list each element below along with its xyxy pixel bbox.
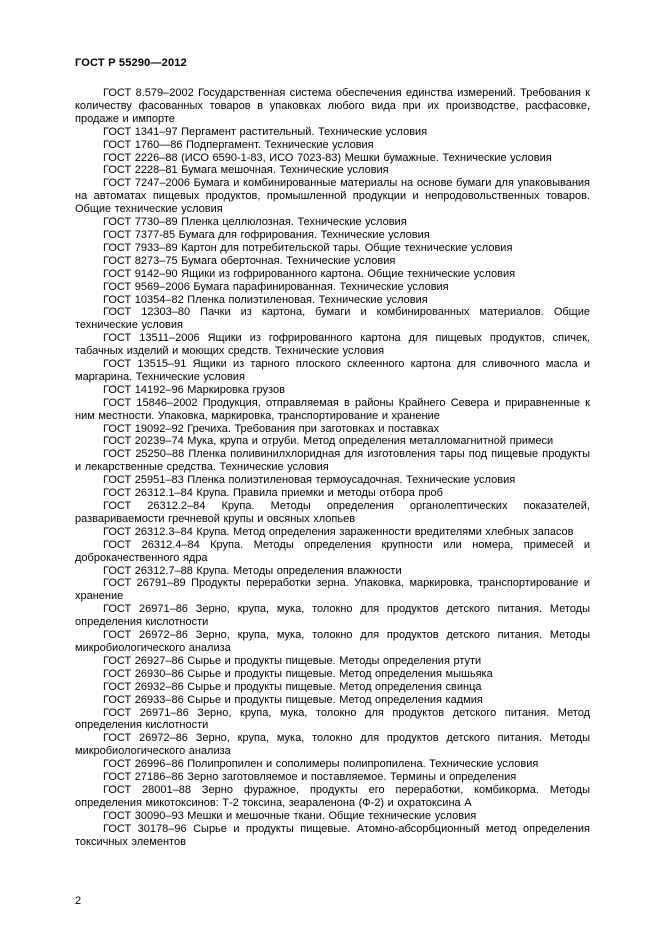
reference-paragraph: ГОСТ 7933–89 Картон для потребительской тары. Общие технические условия (103, 241, 513, 254)
reference-paragraph: ГОСТ 26312.4–84 Крупа. Методы определения крупности или номера, примесей и доброкачественного ядра (75, 538, 590, 564)
reference-paragraph: ГОСТ 13515–91 Ящики из тарного плоского склеенного картона для сливочного масла и маргарина. Технические условия (75, 358, 590, 383)
document-designation-header: ГОСТ Р 55290—2012 (75, 57, 187, 69)
reference-paragraph: ГОСТ 27186–86 Зерно заготовляемое и поставляемое. Термины и определения (103, 771, 517, 784)
reference-paragraph: ГОСТ 7247–2006 Бумага и комбинированные материалы на основе бумаги для упаковывания на автоматах пищевых продуктов, промышленной продукции и непродовольственных товаров. Общие технические условия (75, 177, 590, 216)
reference-paragraph: ГОСТ 9142–90 Ящики из гофрированного картона. Общие технические условия (103, 267, 516, 280)
reference-paragraph: ГОСТ 12303–80 Пачки из картона, бумаги и комбинированных материалов. Общие технические условия (75, 306, 590, 332)
reference-paragraph: ГОСТ 26972–86 Зерно, крупа, мука, толокно для продуктов детского питания. Методы микробиологического анализа (75, 629, 590, 654)
reference-paragraph: ГОСТ 26927–86 Сырье и продукты пищевые. Методы определения ртути (103, 654, 482, 667)
reference-paragraph: ГОСТ 14192–96 Маркировка грузов (103, 383, 285, 396)
reference-paragraph: ГОСТ 9569–2006 Бумага парафинированная. Технические условия (103, 280, 449, 293)
reference-paragraph: ГОСТ 2228–81 Бумага мешочная. Технические условия (103, 164, 389, 177)
reference-paragraph: ГОСТ 26933–86 Сырье и продукты пищевые. Метод определения кадмия (103, 693, 483, 706)
reference-paragraph: ГОСТ 30178–96 Сырье и продукты пищевые. Атомно-абсорбционный метод определения токсичных элементов (75, 822, 590, 848)
reference-paragraph: ГОСТ 19092–92 Гречиха. Требования при заготовках и поставках (103, 422, 440, 435)
reference-paragraph: ГОСТ 10354–82 Пленка полиэтиленовая. Технические условия (103, 293, 428, 306)
reference-paragraph: ГОСТ 26312.2–84 Крупа. Методы определения органолептических показателей, развариваемости гречневой крупы и овсяных хлопьев (75, 500, 590, 525)
reference-paragraph: ГОСТ 1341–97 Пергамент растительный. Технические условия (103, 125, 428, 138)
reference-paragraph: ГОСТ 25250–88 Пленка поливинилхлоридная для изготовления тары под пищевые продукты и лекарственные средства. Технические условия (75, 448, 590, 474)
reference-paragraph: ГОСТ 26791–89 Продукты переработки зерна. Упаковка, маркировка, транспортирование и хранение (75, 577, 590, 603)
reference-paragraph: ГОСТ 8273–75 Бумага оберточная. Технические условия (103, 254, 396, 267)
reference-paragraph: ГОСТ 26971–86 Зерно, крупа, мука, толокно для продуктов детского питания. Методы определения кислотности (75, 603, 590, 629)
reference-paragraph: ГОСТ 26972–86 Зерно, крупа, мука, толокно для продуктов детского питания. Методы микробиологического анализа (75, 732, 590, 758)
reference-paragraph: ГОСТ 7377-85 Бумага для гофрирования. Технические условия (103, 228, 430, 241)
reference-paragraph: ГОСТ 26932–86 Сырье и продукты пищевые. Метод определения свинца (103, 680, 482, 693)
reference-paragraph: ГОСТ 26312.3–84 Крупа. Метод определения зараженности вредителями хлебных запасов (103, 525, 574, 538)
reference-paragraph: ГОСТ 26996–86 Полипропилен и сополимеры полипропилена. Технические условия (103, 758, 539, 771)
reference-paragraph: ГОСТ 26312.1–84 Крупа. Правила приемки и методы отбора проб (103, 487, 443, 500)
reference-paragraph: ГОСТ 15846–2002 Продукция, отправляемая в районы Крайнего Севера и приравненные к ним местности. Упаковка, маркировка, транспортирование и хранение (75, 396, 590, 422)
reference-paragraph: ГОСТ 30090–93 Мешки и мешочные ткани. Общие технические условия (103, 809, 477, 822)
reference-paragraph: ГОСТ 1760—86 Подпергамент. Технические условия (103, 138, 374, 151)
reference-paragraph: ГОСТ 28001–88 Зерно фуражное, продукты его переработки, комбикорма. Методы определения микотоксинов: Т-2 токсина, зеараленона (Ф-2) и охратоксина А (75, 783, 590, 809)
references-list (75, 87, 590, 848)
reference-paragraph: ГОСТ 2226–88 (ИСО 6590-1-83, ИСО 7023-83) Мешки бумажные. Технические условия (103, 151, 552, 164)
reference-paragraph: ГОСТ 8.579–2002 Государственная система обеспечения единства измерений. Требования к количеству фасованных товаров в упаковках любого вида при их производстве, расфасовке, продаже и импорте (75, 87, 590, 125)
reference-paragraph: ГОСТ 7730–89 Пленка целлюлозная. Технические условия (103, 216, 407, 229)
page-number: 2 (75, 895, 82, 907)
document-content (75, 57, 590, 848)
reference-paragraph: ГОСТ 13511–2006 Ящики из гофрированного картона для пищевых продуктов, спичек, табачных изделий и моющих средств. Технические условия (75, 332, 590, 358)
reference-paragraph: ГОСТ 26930–86 Сырье и продукты пищевые. Метод определения мышьяка (103, 667, 493, 680)
reference-paragraph: ГОСТ 26312.7–88 Крупа. Методы определения влажности (103, 564, 402, 577)
reference-paragraph: ГОСТ 25951–83 Пленка полиэтиленовая термоусадочная. Технические условия (103, 474, 516, 487)
reference-paragraph: ГОСТ 26971–86 Зерно, крупа, мука, толокно для продуктов детского питания. Метод определения кислотности (75, 706, 590, 732)
reference-paragraph: ГОСТ 20239–74 Мука, крупа и отруби. Метод определения металломагнитной примеси (103, 435, 554, 448)
